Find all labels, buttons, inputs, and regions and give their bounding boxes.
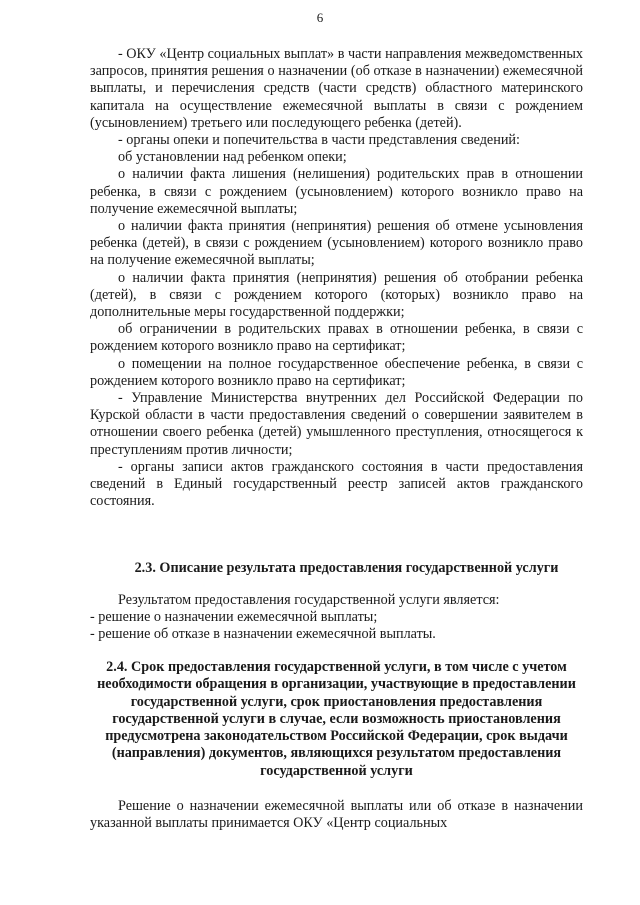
paragraph: - органы опеки и попечительства в части представления сведений:: [118, 132, 520, 149]
paragraph: Результатом предоставления государственной услуги является:: [118, 592, 500, 608]
paragraph: - Управление Министерства внутренних дел Российской Федерации по Курской области в части предоставления сведений о совершении заявителем в отношении своего ребенка (детей) умышленного преступления, относящегося к преступлениям против личности;: [90, 390, 583, 458]
paragraph: - органы записи актов гражданского состояния в части предоставления сведений в Единый государственный реестр записей актов гражданского состояния.: [90, 458, 583, 510]
list-item: - решение об отказе в назначении ежемесячной выплаты.: [90, 626, 436, 643]
list-item: - решение о назначении ежемесячной выплаты;: [90, 609, 378, 626]
paragraph: - ОКУ «Центр социальных выплат» в части направления межведомственных запросов, принятия решения о назначении (об отказе в назначении) ежемесячной выплаты, и перечисления средств (части средств) областного материнского капитала на осуществление ежемесячной выплаты в связи с рождением (усыновлением) третьего или последующего ребенка (детей).: [90, 46, 583, 131]
paragraph: о помещении на полное государственное обеспечение ребенка, в связи с рождением которого возникло право на сертификат;: [90, 355, 583, 389]
paragraph: об установлении над ребенком опеки;: [118, 149, 347, 166]
section-heading-2-3: 2.3. Описание результата предоставления государственной услуги: [134, 560, 559, 576]
section-heading-2-4: 2.4. Срок предоставления государственной услуги, в том числе с учетом необходимости обращения в организации, участвующие в предоставлении государственной услуги, срок приостановления предоставления государственной услуги в случае, если возможность приостановления предусмотрена законодательством Российской Федерации, срок выдачи (направления) документов, являющихся результатом предоставления государственной услуги: [97, 659, 576, 779]
paragraph: об ограничении в родительских правах в отношении ребенка, в связи с рождением которого возникло право на сертификат;: [90, 321, 583, 355]
paragraph: о наличии факта лишения (нелишения) родительских прав в отношении ребенка, в связи с рождением (усыновлением) которого возникло право на получение ежемесячной выплаты;: [90, 166, 583, 217]
paragraph: о наличии факта принятия (непринятия) решения об отобрании ребенка (детей), в связи с рождением которого (которых) возникло право на дополнительные меры государственной поддержки;: [90, 269, 583, 321]
paragraph: Решение о назначении ежемесячной выплаты или об отказе в назначении указанной выплаты принимается ОКУ «Центр социальных: [90, 798, 583, 832]
participants-list: [90, 46, 583, 510]
deadline-text: [90, 798, 583, 832]
page-number: 6: [316, 10, 324, 25]
paragraph: о наличии факта принятия (непринятия) решения об отмене усыновления ребенка (детей), в связи с рождением (усыновлением) которого возникло право на получение ежемесячной выплаты;: [90, 218, 583, 269]
result-list: [90, 592, 583, 644]
